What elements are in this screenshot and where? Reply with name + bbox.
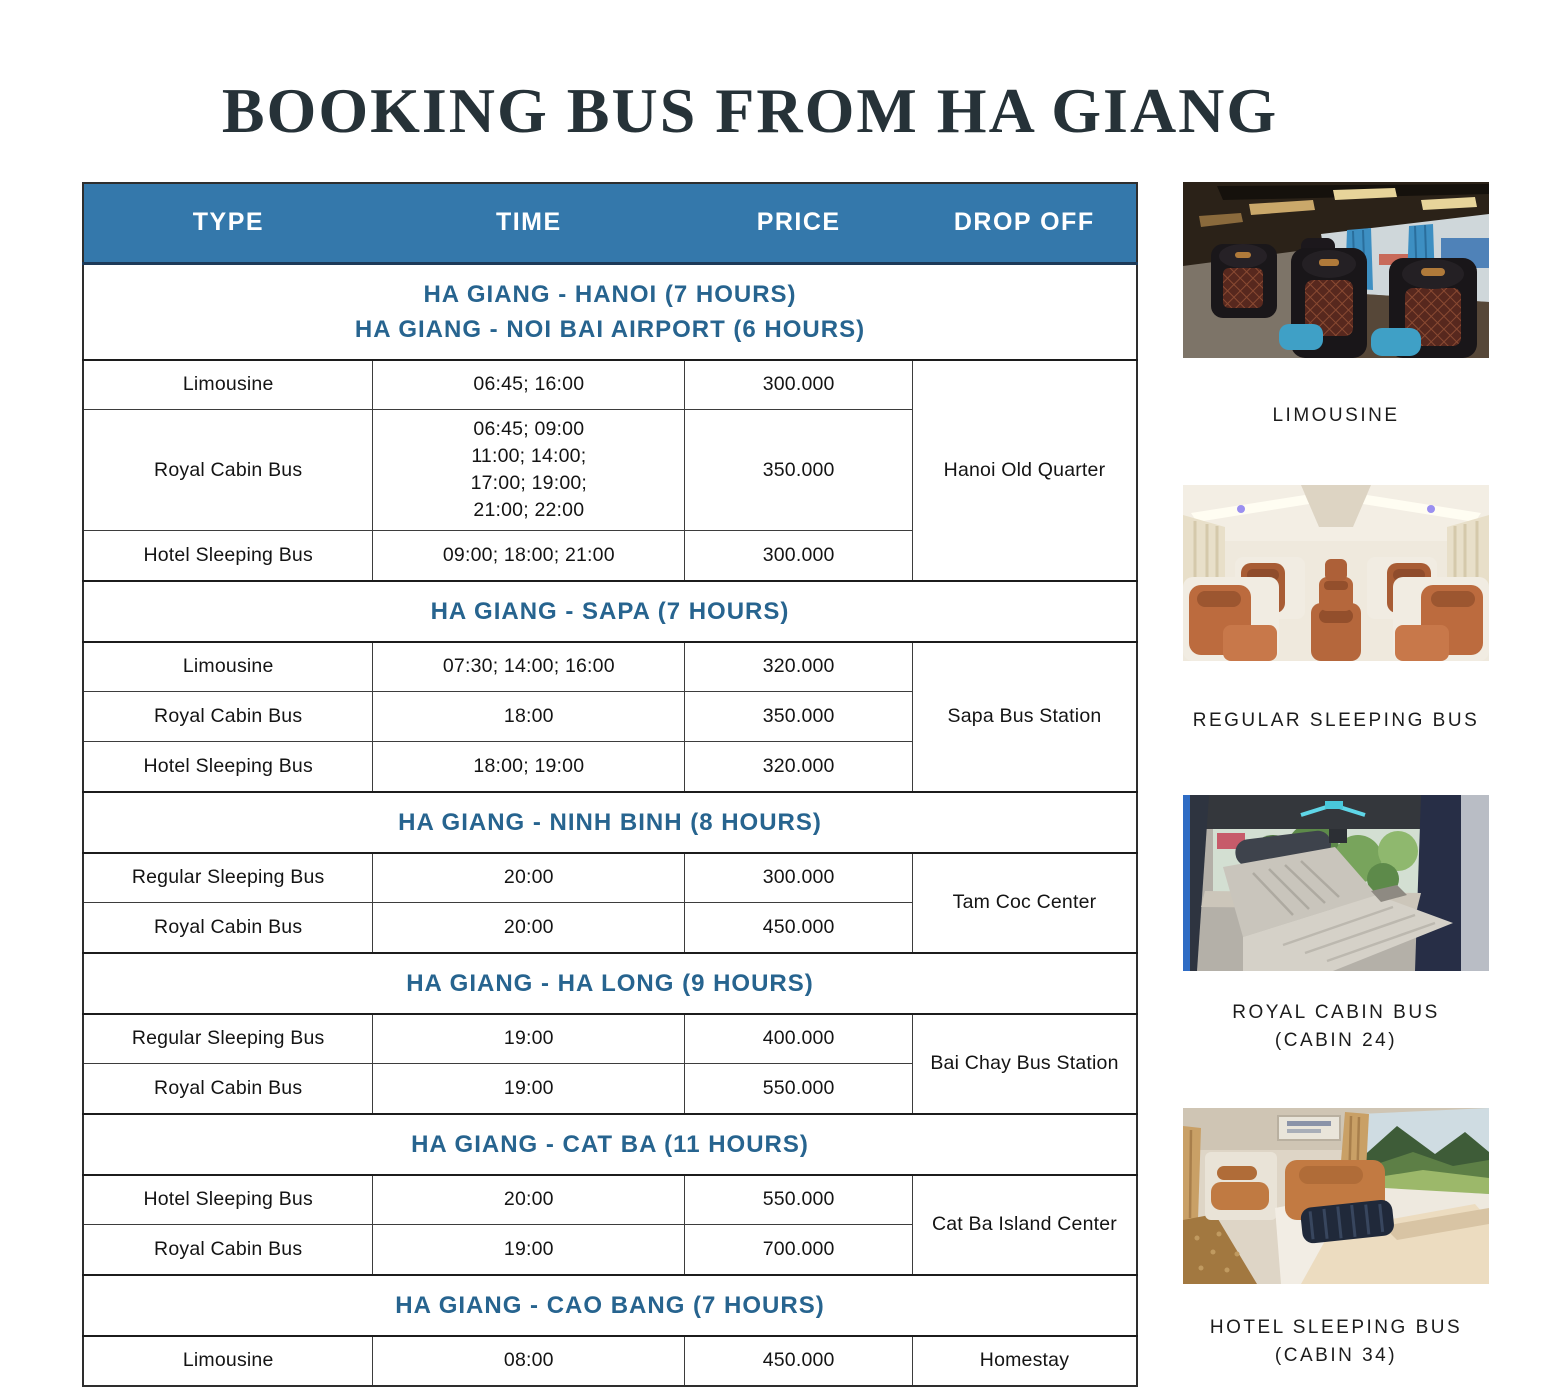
type-cell: Royal Cabin Bus: [83, 1064, 373, 1114]
time-cell: 07:30; 14:00; 16:00: [373, 642, 685, 692]
dropoff-cell: Cat Ba Island Center: [912, 1175, 1137, 1275]
bus-card-caption: [1183, 402, 1489, 430]
type-cell: Regular Sleeping Bus: [83, 853, 373, 903]
bus-schedule-table: [82, 182, 1138, 1387]
bus-card-caption: [1183, 707, 1489, 735]
price-cell: 350.000: [685, 410, 913, 531]
type-cell: Hotel Sleeping Bus: [83, 742, 373, 792]
bus-card-caption: [1183, 1314, 1489, 1370]
route-section-title: [83, 1275, 1137, 1336]
caption-line: LIMOUSINE: [1272, 405, 1400, 426]
route-section-title-line: HA GIANG - HA LONG (9 HOURS): [406, 969, 814, 997]
hotel-sleeping-bus-interior-photo: [1183, 1108, 1489, 1284]
type-cell: Royal Cabin Bus: [83, 903, 373, 953]
route-section-title-line: HA GIANG - SAPA (7 HOURS): [430, 597, 790, 625]
dropoff-cell: Bai Chay Bus Station: [912, 1014, 1137, 1114]
bus-card-regular-sleeping: [1183, 485, 1489, 735]
table-row: [83, 1175, 1137, 1225]
type-cell: Royal Cabin Bus: [83, 1225, 373, 1275]
price-cell: 300.000: [685, 853, 913, 903]
time-cell: [373, 410, 685, 531]
route-section-title-line: HA GIANG - CAT BA (11 HOURS): [411, 1130, 809, 1158]
time-cell: 06:45; 16:00: [373, 360, 685, 410]
schedule-table-container: [82, 182, 1138, 1387]
price-cell: 320.000: [685, 642, 913, 692]
dropoff-cell: Hanoi Old Quarter: [912, 360, 1137, 581]
route-section-row: [83, 263, 1137, 360]
time-cell: 19:00: [373, 1064, 685, 1114]
time-cell: 20:00: [373, 1175, 685, 1225]
route-section-row: [83, 1114, 1137, 1175]
column-header-price: PRICE: [685, 183, 913, 263]
bus-card-limousine: [1183, 182, 1489, 430]
bus-card-hotel-sleeping: [1183, 1108, 1489, 1370]
regular-sleeping-bus-interior-photo: [1183, 485, 1489, 661]
table-row: [83, 360, 1137, 410]
table-row: [83, 853, 1137, 903]
dropoff-cell: Homestay: [912, 1336, 1137, 1386]
type-cell: Hotel Sleeping Bus: [83, 531, 373, 581]
page-title: BOOKING BUS FROM HA GIANG: [221, 75, 1279, 146]
time-line: 21:00; 22:00: [473, 499, 585, 521]
route-section-row: [83, 1275, 1137, 1336]
route-section-title-line: HA GIANG - NOI BAI AIRPORT (6 HOURS): [354, 315, 866, 343]
route-section-title: [83, 263, 1137, 360]
time-cell: 08:00: [373, 1336, 685, 1386]
bus-card-royal-cabin: [1183, 795, 1489, 1055]
time-cell: 20:00: [373, 853, 685, 903]
route-section-title: [83, 953, 1137, 1014]
price-cell: 450.000: [685, 1336, 913, 1386]
route-section-title: [83, 792, 1137, 853]
route-section-title-line: HA GIANG - NINH BINH (8 HOURS): [398, 808, 822, 836]
price-cell: 300.000: [685, 531, 913, 581]
column-header-drop-off: DROP OFF: [912, 183, 1137, 263]
price-cell: 350.000: [685, 692, 913, 742]
time-cell: 19:00: [373, 1014, 685, 1064]
time-line: 11:00; 14:00;: [471, 445, 587, 467]
time-cell: 18:00: [373, 692, 685, 742]
type-cell: Limousine: [83, 1336, 373, 1386]
bus-card-caption: [1183, 999, 1489, 1055]
caption-line: (CABIN 24): [1274, 1030, 1398, 1051]
route-section-row: [83, 792, 1137, 853]
route-section-title: [83, 581, 1137, 642]
column-header-type: TYPE: [83, 183, 373, 263]
time-line: 17:00; 19:00;: [470, 472, 588, 494]
table-row: [83, 1336, 1137, 1386]
caption-line: REGULAR SLEEPING BUS: [1192, 710, 1480, 731]
time-cell: 09:00; 18:00; 21:00: [373, 531, 685, 581]
time-cell: 19:00: [373, 1225, 685, 1275]
type-cell: Limousine: [83, 642, 373, 692]
type-cell: Regular Sleeping Bus: [83, 1014, 373, 1064]
table-row: [83, 1014, 1137, 1064]
caption-line: (CABIN 34): [1274, 1345, 1398, 1366]
type-cell: Royal Cabin Bus: [83, 410, 373, 531]
table-body: [83, 263, 1137, 1386]
bus-photos-sidebar: [1183, 182, 1489, 1370]
royal-cabin-bus-interior-photo: [1183, 795, 1489, 971]
price-cell: 550.000: [685, 1175, 913, 1225]
dropoff-cell: Sapa Bus Station: [912, 642, 1137, 792]
price-cell: 400.000: [685, 1014, 913, 1064]
caption-line: ROYAL CABIN BUS: [1232, 1002, 1440, 1023]
table-header-row: [83, 183, 1137, 263]
price-cell: 550.000: [685, 1064, 913, 1114]
type-cell: Royal Cabin Bus: [83, 692, 373, 742]
time-cell: 18:00; 19:00: [373, 742, 685, 792]
limousine-interior-photo: [1183, 182, 1489, 358]
caption-line: HOTEL SLEEPING BUS: [1209, 1317, 1463, 1338]
price-cell: 300.000: [685, 360, 913, 410]
route-section-title-line: HA GIANG - CAO BANG (7 HOURS): [395, 1291, 825, 1319]
route-section-row: [83, 953, 1137, 1014]
route-section-title-line: HA GIANG - HANOI (7 HOURS): [423, 280, 797, 308]
time-line: 06:45; 09:00: [473, 418, 585, 440]
price-cell: 450.000: [685, 903, 913, 953]
route-section-title: [83, 1114, 1137, 1175]
route-section-row: [83, 581, 1137, 642]
type-cell: Hotel Sleeping Bus: [83, 1175, 373, 1225]
price-cell: 700.000: [685, 1225, 913, 1275]
column-header-time: TIME: [373, 183, 685, 263]
time-cell: 20:00: [373, 903, 685, 953]
table-row: [83, 642, 1137, 692]
type-cell: Limousine: [83, 360, 373, 410]
dropoff-cell: Tam Coc Center: [912, 853, 1137, 953]
price-cell: 320.000: [685, 742, 913, 792]
